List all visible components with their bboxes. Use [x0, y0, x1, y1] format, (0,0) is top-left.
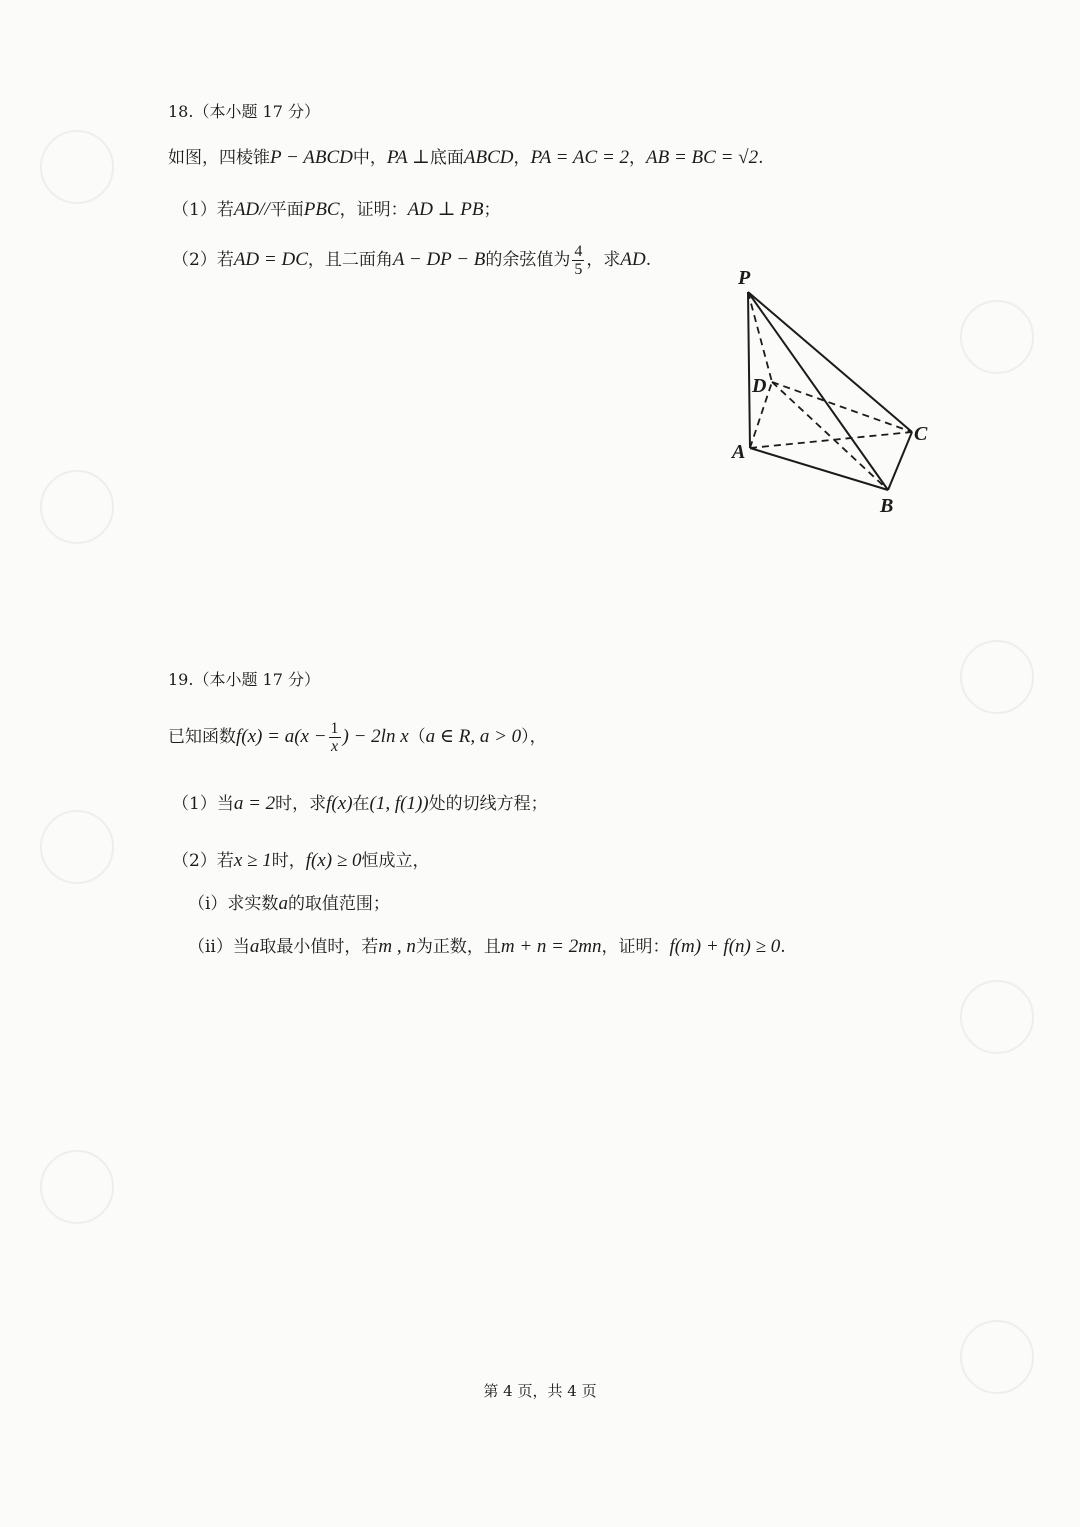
q18-part1-text: （1）若: [172, 200, 234, 220]
vertex-label-P: P: [738, 267, 751, 289]
watermark-seal: [960, 640, 1034, 714]
q19-part2-ii-text: 为正数，且: [415, 937, 501, 957]
q18-part2-text: 的余弦值为: [485, 250, 571, 270]
q19-part2-i-text: 的取值范围；: [287, 894, 390, 914]
vertex-label-B: B: [880, 495, 894, 517]
q18-part2-math: AD: [620, 249, 646, 270]
watermark-seal: [960, 980, 1034, 1054]
q18-part1: [172, 198, 501, 222]
q18-part2-math: A − DP − B: [392, 249, 486, 270]
q18-stem-math: PA = AC = 2: [530, 147, 630, 168]
q19-part2-i-text: （i）求实数: [188, 894, 279, 914]
q19-fraction: [329, 720, 341, 755]
q18-stem-text: 如图，四棱锥: [168, 148, 270, 168]
q19-part2-ii-math: a: [249, 936, 260, 957]
edge-AB: [750, 448, 888, 490]
q19-part1-text: 在: [352, 794, 370, 814]
watermark-seal: [40, 130, 114, 204]
q19-heading: 19.（本小题 17 分）: [168, 670, 320, 689]
q19-part1-text: （1）当: [172, 794, 234, 814]
q18-part1-math: AD//: [233, 199, 270, 220]
q18-stem-text: .: [758, 148, 764, 168]
q19-part1-text: 处的切线方程；: [428, 794, 548, 814]
q19-part1-text: 时，求: [275, 794, 327, 814]
q19-part2-ii-text: .: [780, 937, 786, 957]
q18-fraction: [572, 243, 584, 278]
q19-stem-text: （: [408, 727, 426, 747]
q19-stem-math: ) − 2ln x: [342, 726, 409, 747]
vertex-label-D: D: [752, 375, 767, 397]
q18-heading: 18.（本小题 17 分）: [168, 102, 320, 121]
q18-part2-math: AD = DC: [233, 249, 308, 270]
q18-part1-math: PBC: [303, 199, 340, 220]
q19-part2-i-math: a: [278, 893, 288, 914]
q19-stem-math: f(x) = a(x −: [236, 726, 327, 747]
fraction-denominator: 5: [574, 261, 583, 278]
q19-part2-ii-text: （ii）当: [188, 937, 250, 957]
edge-PC: [748, 292, 912, 432]
fraction-denominator: x: [330, 738, 339, 755]
q19-part2-ii-math: m , n: [378, 936, 416, 957]
q19-part2-ii-text: 取最小值时，若: [259, 937, 379, 957]
q18-part2-text: （2）若: [172, 250, 234, 270]
q18-stem-math: PA ⊥: [386, 147, 430, 168]
watermark-seal: [40, 810, 114, 884]
q18-part1-text: ，证明：: [339, 200, 408, 220]
q19-part2-text: （2）若: [172, 851, 234, 871]
q19-part1-math: f(x): [326, 793, 353, 814]
q19-part2-math: x ≥ 1: [233, 850, 272, 871]
q18-stem-text: 底面: [429, 148, 464, 168]
q19-part2-ii-math: f(m) + f(n) ≥ 0: [669, 936, 781, 957]
q19-stem-text: 已知函数: [168, 727, 236, 747]
q19-part1-math: (1, f(1)): [369, 793, 429, 814]
q19-part2-ii: [188, 935, 786, 959]
q19-part2-text: 时，: [271, 851, 306, 871]
q19-part2-text: 恒成立，: [361, 851, 430, 871]
q18-part1-text: ；: [483, 200, 501, 220]
q19-part2: [172, 849, 430, 873]
q18-part2-text: ，求: [586, 250, 621, 270]
q18-stem-text: ，: [629, 148, 647, 168]
q18-part2-text: ，且二面角: [307, 250, 393, 270]
q18-stem-math: AB = BC = √2: [646, 147, 759, 168]
q19-stem: [168, 720, 547, 755]
edge-PD: [748, 292, 772, 382]
fraction-numerator: 4: [574, 243, 583, 260]
q18-part1-text: 平面: [269, 200, 304, 220]
q18-stem-text: 中，: [352, 148, 387, 168]
watermark-seal: [40, 470, 114, 544]
q18-stem-math: ABCD: [463, 147, 514, 168]
q19-part2-i: [188, 892, 390, 916]
q19-part1: [172, 792, 548, 816]
q19-part2-ii-text: ，证明：: [601, 937, 670, 957]
q18-part1-math: AD ⊥ PB: [407, 199, 484, 220]
edge-AC: [750, 432, 912, 448]
q18-part2: [172, 243, 651, 278]
watermark-seal: [40, 1150, 114, 1224]
fraction-numerator: 1: [330, 720, 339, 737]
pyramid-figure: [720, 262, 950, 522]
q19-part2-math: f(x) ≥ 0: [305, 850, 362, 871]
q18-stem-text: ，: [513, 148, 531, 168]
q19-part1-math: a = 2: [233, 793, 276, 814]
q18-part2-text: .: [645, 250, 652, 270]
vertex-label-A: A: [732, 441, 746, 463]
watermark-seal: [960, 300, 1034, 374]
q19-part2-ii-math: m + n = 2mn: [500, 936, 602, 957]
q18-stem: [168, 146, 763, 170]
q19-stem-math: a ∈ R, a > 0: [425, 726, 522, 747]
edge-PA: [748, 292, 750, 448]
page-footer: 第 4 页，共 4 页: [483, 1382, 597, 1400]
q18-stem-math: P − ABCD: [270, 147, 353, 168]
q19-stem-text: ），: [521, 727, 547, 747]
vertex-label-C: C: [914, 423, 928, 445]
edge-BC: [888, 432, 912, 490]
